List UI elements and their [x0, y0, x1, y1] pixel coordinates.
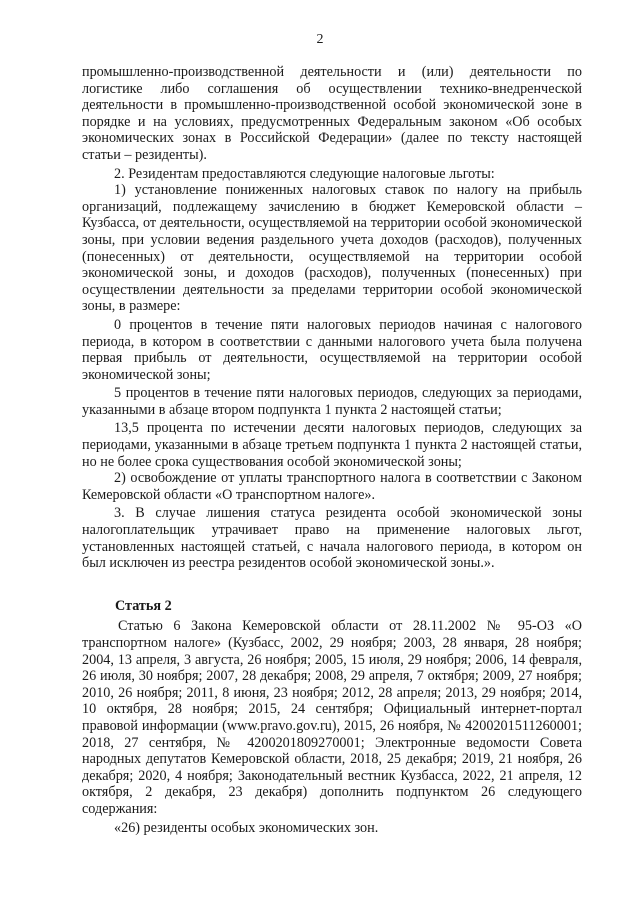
paragraph-article-amendment: Статью 6 Закона Кемеровской области от 28.11.2002 № 95-ОЗ «О транспортном налоге» (Кузбасс, 2002, 29 ноября; 2003, 28 января, 28 ноября; 2004, 13 апреля, 3 августа, 26 ноября; 2005, 15 июля, 29 ноября; 2006, 14 февраля, 26 июля, 30 ноября; 2007, 28 декабря; 2008, 29 апреля, 7 октября; 2009, 27 ноября; 2010, 26 ноября; 2011, 8 июня, 23 ноября; 2012, 28 апреля; 2013, 29 ноября; 2014, 10 октября, 28 ноября; 2015, 24 сентября; Официальный интернет-портал правовой информации (www.pravo.gov.ru), 2015, 26 ноября, № 4200201511260001; 2018, 27 сентября, № 4200201809270001; Электронные ведомости Совета народных депутатов Кемеровской области, 2018, 25 декабря; 2019, 21 ноября, 26 декабря; 2020, 4 ноября; Законодательный вестник Кузбасса, 2022, 21 апреля, 12 октября, 2 декабря, 23 декабря) дополнить подпунктом 26 следующего содержания: [82, 618, 582, 817]
paragraph-thirteen-percent: 13,5 процента по истечении десяти налоговых периодов, следующих за периодами, указанными в абзаце третьем подпункта 1 пункта 2 настоящей статьи, но не более срока существования особой экономической зоны; [82, 420, 582, 470]
paragraph-tax-benefits-intro: 2. Резидентам предоставляются следующие налоговые льготы: [114, 165, 495, 182]
page-number: 2 [316, 32, 324, 47]
paragraph-reduced-rates: 1) установление пониженных налоговых ставок по налогу на прибыль организаций, подлежащему зачислению в бюджет Кемеровской области – Кузбасса, от деятельности, осуществляемой на территории особой экономической зоны, при условии ведения раздельного учета доходов (расходов), полученных (понесенных) от деятельности, осуществляемой на территории особой экономической зоны, и доходов (расходов), полученных (понесенных) при осуществлении деятельности за пределами территории особой экономической зоны, в размере: [82, 182, 582, 315]
paragraph-status-loss: 3. В случае лишения статуса резидента особой экономической зоны налогоплательщик утрачивает право на применение налоговых льгот, установленных настоящей статьей, с начала налогового периода, в котором он был исключен из реестра резидентов особой экономической зоны.». [82, 505, 582, 572]
paragraph-zero-percent: 0 процентов в течение пяти налоговых периодов начиная с налогового периода, в котором в соответствии с данными налогового учета была получена первая прибыль от деятельности, осуществляемой на территории особой экономической зоны; [82, 316, 582, 383]
paragraph-continuation: промышленно-производственной деятельности и (или) деятельности по логистике либо соглашения об осуществлении технико-внедренческой деятельности в промышленно-производственной особой экономической зоне в порядке и на условиях, предусмотренных Федеральным законом «Об особых экономических зонах в Российской Федерации» (далее по тексту настоящей статьи – резиденты). [82, 64, 582, 163]
paragraph-transport-exemption: 2) освобождение от уплаты транспортного налога в соответствии с Законом Кемеровской области «О транспортном налоге». [82, 470, 582, 503]
article-title: Статья 2 [115, 597, 172, 614]
document-body [82, 64, 582, 836]
paragraph-five-percent: 5 процентов в течение пяти налоговых периодов, следующих за периодами, указанными в абзаце втором подпункта 1 пункта 2 настоящей статьи; [82, 385, 582, 418]
paragraph-new-subpoint: «26) резиденты особых экономических зон. [114, 819, 379, 836]
